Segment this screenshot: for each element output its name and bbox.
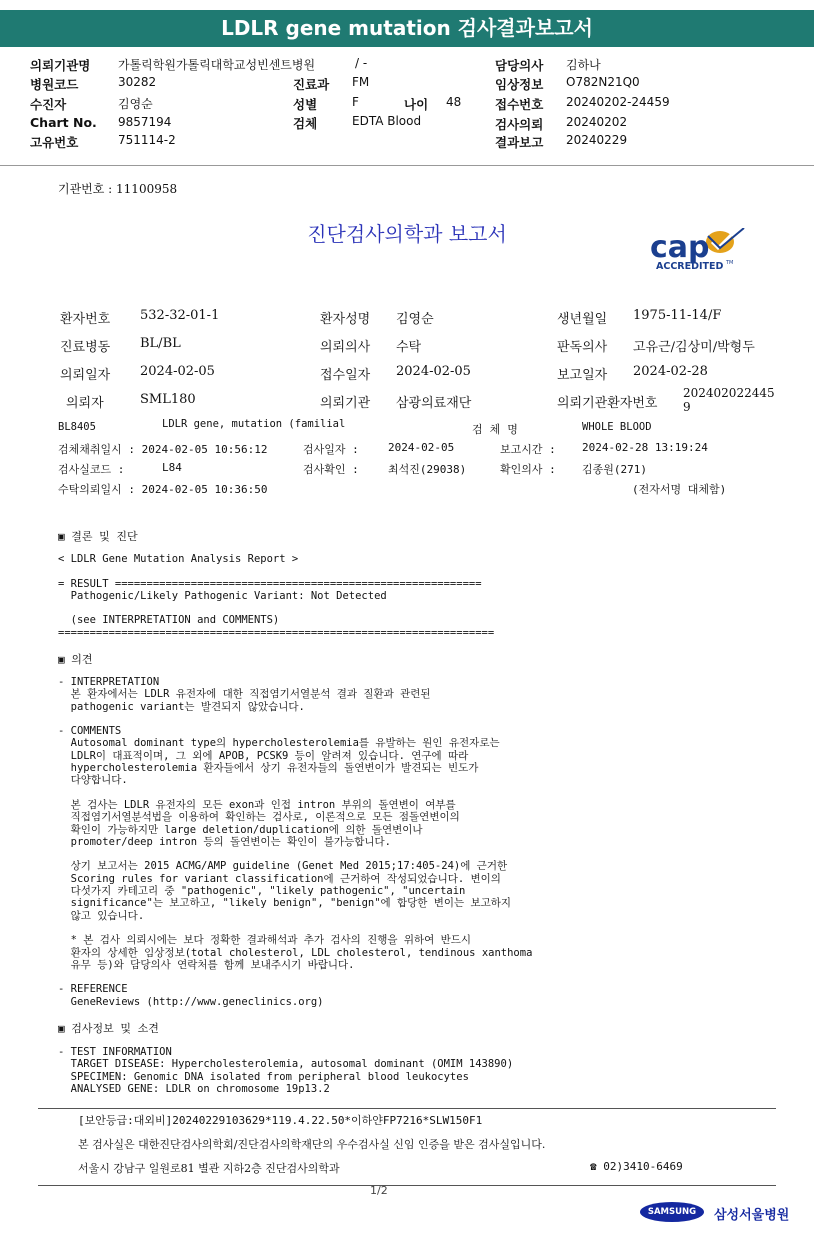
testinfo-section-body: - TEST INFORMATION TARGET DISEASE: Hypercholesterolemia, autosomal dominant (OMIM 143890) SPECIMEN: Genomic DNA isolated from peripheral blood leukocytes ANALYSED GENE: LDLR on chromosome 19p13.2 (58, 1046, 514, 1095)
reqdate-value: 2024-02-05 (140, 364, 215, 379)
orgpid-value-line2: 9 (683, 400, 691, 414)
pid-value: 532-32-01-1 (140, 308, 220, 323)
hospital-value: 가톨릭학원가톨릭대학교성빈센트병원 (118, 58, 316, 72)
phone-line: ☎ 02)3410-6469 (590, 1160, 683, 1173)
consign-datetime: 수탁의뢰일시 : 2024-02-05 10:36:50 (58, 483, 268, 496)
name-value: 김영순 (396, 312, 434, 327)
confdoc-label: 확인의사 : (500, 463, 556, 476)
request-header (0, 52, 814, 152)
specimen-name-label: 검 체 명 (472, 423, 518, 436)
reqdoc-label: 의뢰의사 (320, 340, 371, 355)
cap-text: cap (650, 230, 710, 265)
hospital-name-logo: 삼성서울병원 (714, 1208, 790, 1223)
doctor-label: 담당의사 (495, 58, 544, 73)
cap-tm: TM (726, 260, 734, 266)
opinion-section-heading: ▣ 의견 (58, 653, 93, 666)
request-label: 검사의뢰 (495, 117, 544, 132)
org-number: 기관번호 : 11100958 (58, 182, 178, 196)
hospital-label: 의뢰기관명 (30, 58, 91, 73)
opinion-section-body: - INTERPRETATION 본 환자에서는 LDLR 유전자에 대한 직접염기서열분석 결과 질환과 관련된 pathogenic variant는 발견되지 않았습니다. - COMMENTS Autosomal dominant type의 hypercholesterolemia를 유발하는 원인 유전자로는 LDLR이 대표적이며, 그 외에 APOB, PCSK9 등이 알려져 있습니다. 연구에 따라 hypercholesterolemia 환자들에서 상기 유전자들의 돌연변이가 발견되는 빈도가 다양합니다. 본 검사는 LDLR 유전자의 모든 exon과 인접 intron 부위의 돌연변이 여부를 직접염기서열분석법을 이용하여 확인하는 검사로, 이론적으로 모든 점돌연변이의 확인이 가능하지만 large deletion/duplication에 의한 돌연변이나 promoter/deep intron 등의 돌연변이는 확인이 불가능합니다. 상기 보고서는 2015 ACMG/AMP guideline (Genet Med 2015;17:405-24)에 근거한 Scoring rules for variant classification에 근거하여 작성되었습니다. 변이의 다섯가지 카테고리 중 "pathogenic", "likely pathogenic", "uncertain significance"는 보고하고, "likely benign", "benign"에 합당한 변이는 보고하지 않고 있습니다. * 본 검사 의뢰시에는 보다 정확한 결과해석과 추가 검사의 진행을 위하여 반드시 환자의 상세한 임상정보(total cholesterol, LDL cholesterol, tendinous xanthoma 유무 등)와 담당의사 연락처를 함께 보내주시기 바랍니다. - REFERENCE GeneReviews (http://www.geneclinics.org) (58, 676, 533, 1008)
testdate-value: 2024-02-05 (388, 441, 455, 454)
code-label: 병원코드 (30, 77, 79, 92)
patient-label: 수진자 (30, 97, 67, 112)
readdoc-label: 판독의사 (557, 340, 608, 355)
age-value: 48 (446, 95, 462, 109)
recdate-value: 2024-02-05 (396, 364, 471, 379)
footer-box (38, 1108, 776, 1186)
test-code: BL8405 (58, 421, 96, 433)
specimen-label: 검체 (293, 116, 318, 131)
confdoc-value: 김종원(271) (582, 463, 647, 476)
readdoc-value: 고유근/김상미/박형두 (633, 340, 755, 355)
testdate-label: 검사일자 : (303, 443, 359, 456)
reqdoc-value: 수탁 (396, 340, 422, 355)
dept-value: FM (352, 75, 370, 89)
labcode-label: 검사실코드 : (58, 463, 125, 476)
unique-value: 751114-2 (118, 133, 176, 147)
cap-accredited: ACCREDITED (656, 261, 724, 272)
hospital-slash: / - (355, 56, 368, 70)
patient-value: 김영순 (118, 97, 153, 111)
chart-value: 9857194 (118, 115, 172, 129)
receipt-value: 20240202-24459 (566, 95, 670, 109)
clinic-label: 임상정보 (495, 77, 544, 92)
result-label: 결과보고 (495, 135, 544, 150)
labcode-value: L84 (162, 461, 182, 474)
ward-value: BL/BL (140, 336, 181, 351)
result-section-body: < LDLR Gene Mutation Analysis Report > = RESULT ========================================================== Pathogenic/Likely Pathogenic Variant: Not Detected (see INTERPRETATION and COMMENTS) ===================================================================== (58, 553, 495, 639)
cert-line: 본 검사실은 대한진단검사의학회/진단검사의학재단의 우수검사실 신임 인증을 받은 검사실입니다. (78, 1138, 546, 1151)
specimen-name-value: WHOLE BLOOD (582, 421, 652, 433)
orgpid-value-line1: 202402022445 (683, 386, 775, 400)
confirm-label: 검사확인 : (303, 463, 359, 476)
dob-value: 1975-11-14/F (633, 308, 722, 323)
result-section-heading: ▣ 결론 및 진단 (58, 530, 138, 543)
receipt-label: 접수번호 (495, 97, 544, 112)
sex-value: F (352, 95, 359, 109)
reptime-value: 2024-02-28 13:19:24 (582, 441, 708, 454)
security-line: [보안등급:대외비]20240229103629*119.4.22.50*이하얀FP7216*SLW150F1 (78, 1114, 483, 1127)
esign-note: (전자서명 대체함) (632, 483, 727, 496)
specimen-value: EDTA Blood (352, 114, 422, 128)
requester-value: SML180 (140, 392, 196, 407)
cap-accredited-logo (648, 228, 758, 276)
pid-label: 환자번호 (60, 312, 111, 327)
dob-label: 생년월일 (557, 312, 608, 327)
dept-label: 진료과 (293, 77, 330, 92)
page-title: 진단검사의학과 보고서 (307, 222, 507, 246)
test-name: LDLR gene, mutation (familial (162, 418, 346, 430)
report-title-bar: LDLR gene mutation 검사결과보고서 (0, 10, 814, 47)
result-value: 20240229 (566, 133, 628, 147)
recdate-label: 접수일자 (320, 368, 371, 383)
address-line: 서울시 강남구 일원로81 별관 지하2층 진단검사의학과 (78, 1162, 340, 1175)
repdate-value: 2024-02-28 (633, 364, 708, 379)
unique-label: 고유번호 (30, 135, 79, 150)
collect-datetime: 검체채취일시 : 2024-02-05 10:56:12 (58, 443, 268, 456)
age-label: 나이 (404, 97, 429, 112)
reqorg-value: 삼광의료재단 (396, 396, 472, 411)
testinfo-section-heading: ▣ 검사정보 및 소견 (58, 1022, 159, 1035)
sex-label: 성별 (293, 97, 318, 112)
reptime-label: 보고시간 : (500, 443, 556, 456)
ward-label: 진료병동 (60, 340, 111, 355)
doctor-value: 김하나 (566, 58, 601, 72)
orgpid-label: 의뢰기관환자번호 (557, 396, 658, 411)
page-number: 1/2 (370, 1184, 388, 1197)
reqorg-label: 의뢰기관 (320, 396, 371, 411)
samsung-logo: SAMSUNG (640, 1202, 704, 1222)
requester-label: 의뢰자 (66, 396, 104, 411)
code-value: 30282 (118, 75, 157, 89)
chart-label: Chart No. (30, 115, 97, 130)
name-label: 환자성명 (320, 312, 371, 327)
request-value: 20240202 (566, 115, 628, 129)
clinic-value: O782N21Q0 (566, 75, 640, 89)
header-divider (0, 165, 814, 166)
confirm-value: 최석진(29038) (388, 463, 467, 476)
repdate-label: 보고일자 (557, 368, 608, 383)
reqdate-label: 의뢰일자 (60, 368, 111, 383)
